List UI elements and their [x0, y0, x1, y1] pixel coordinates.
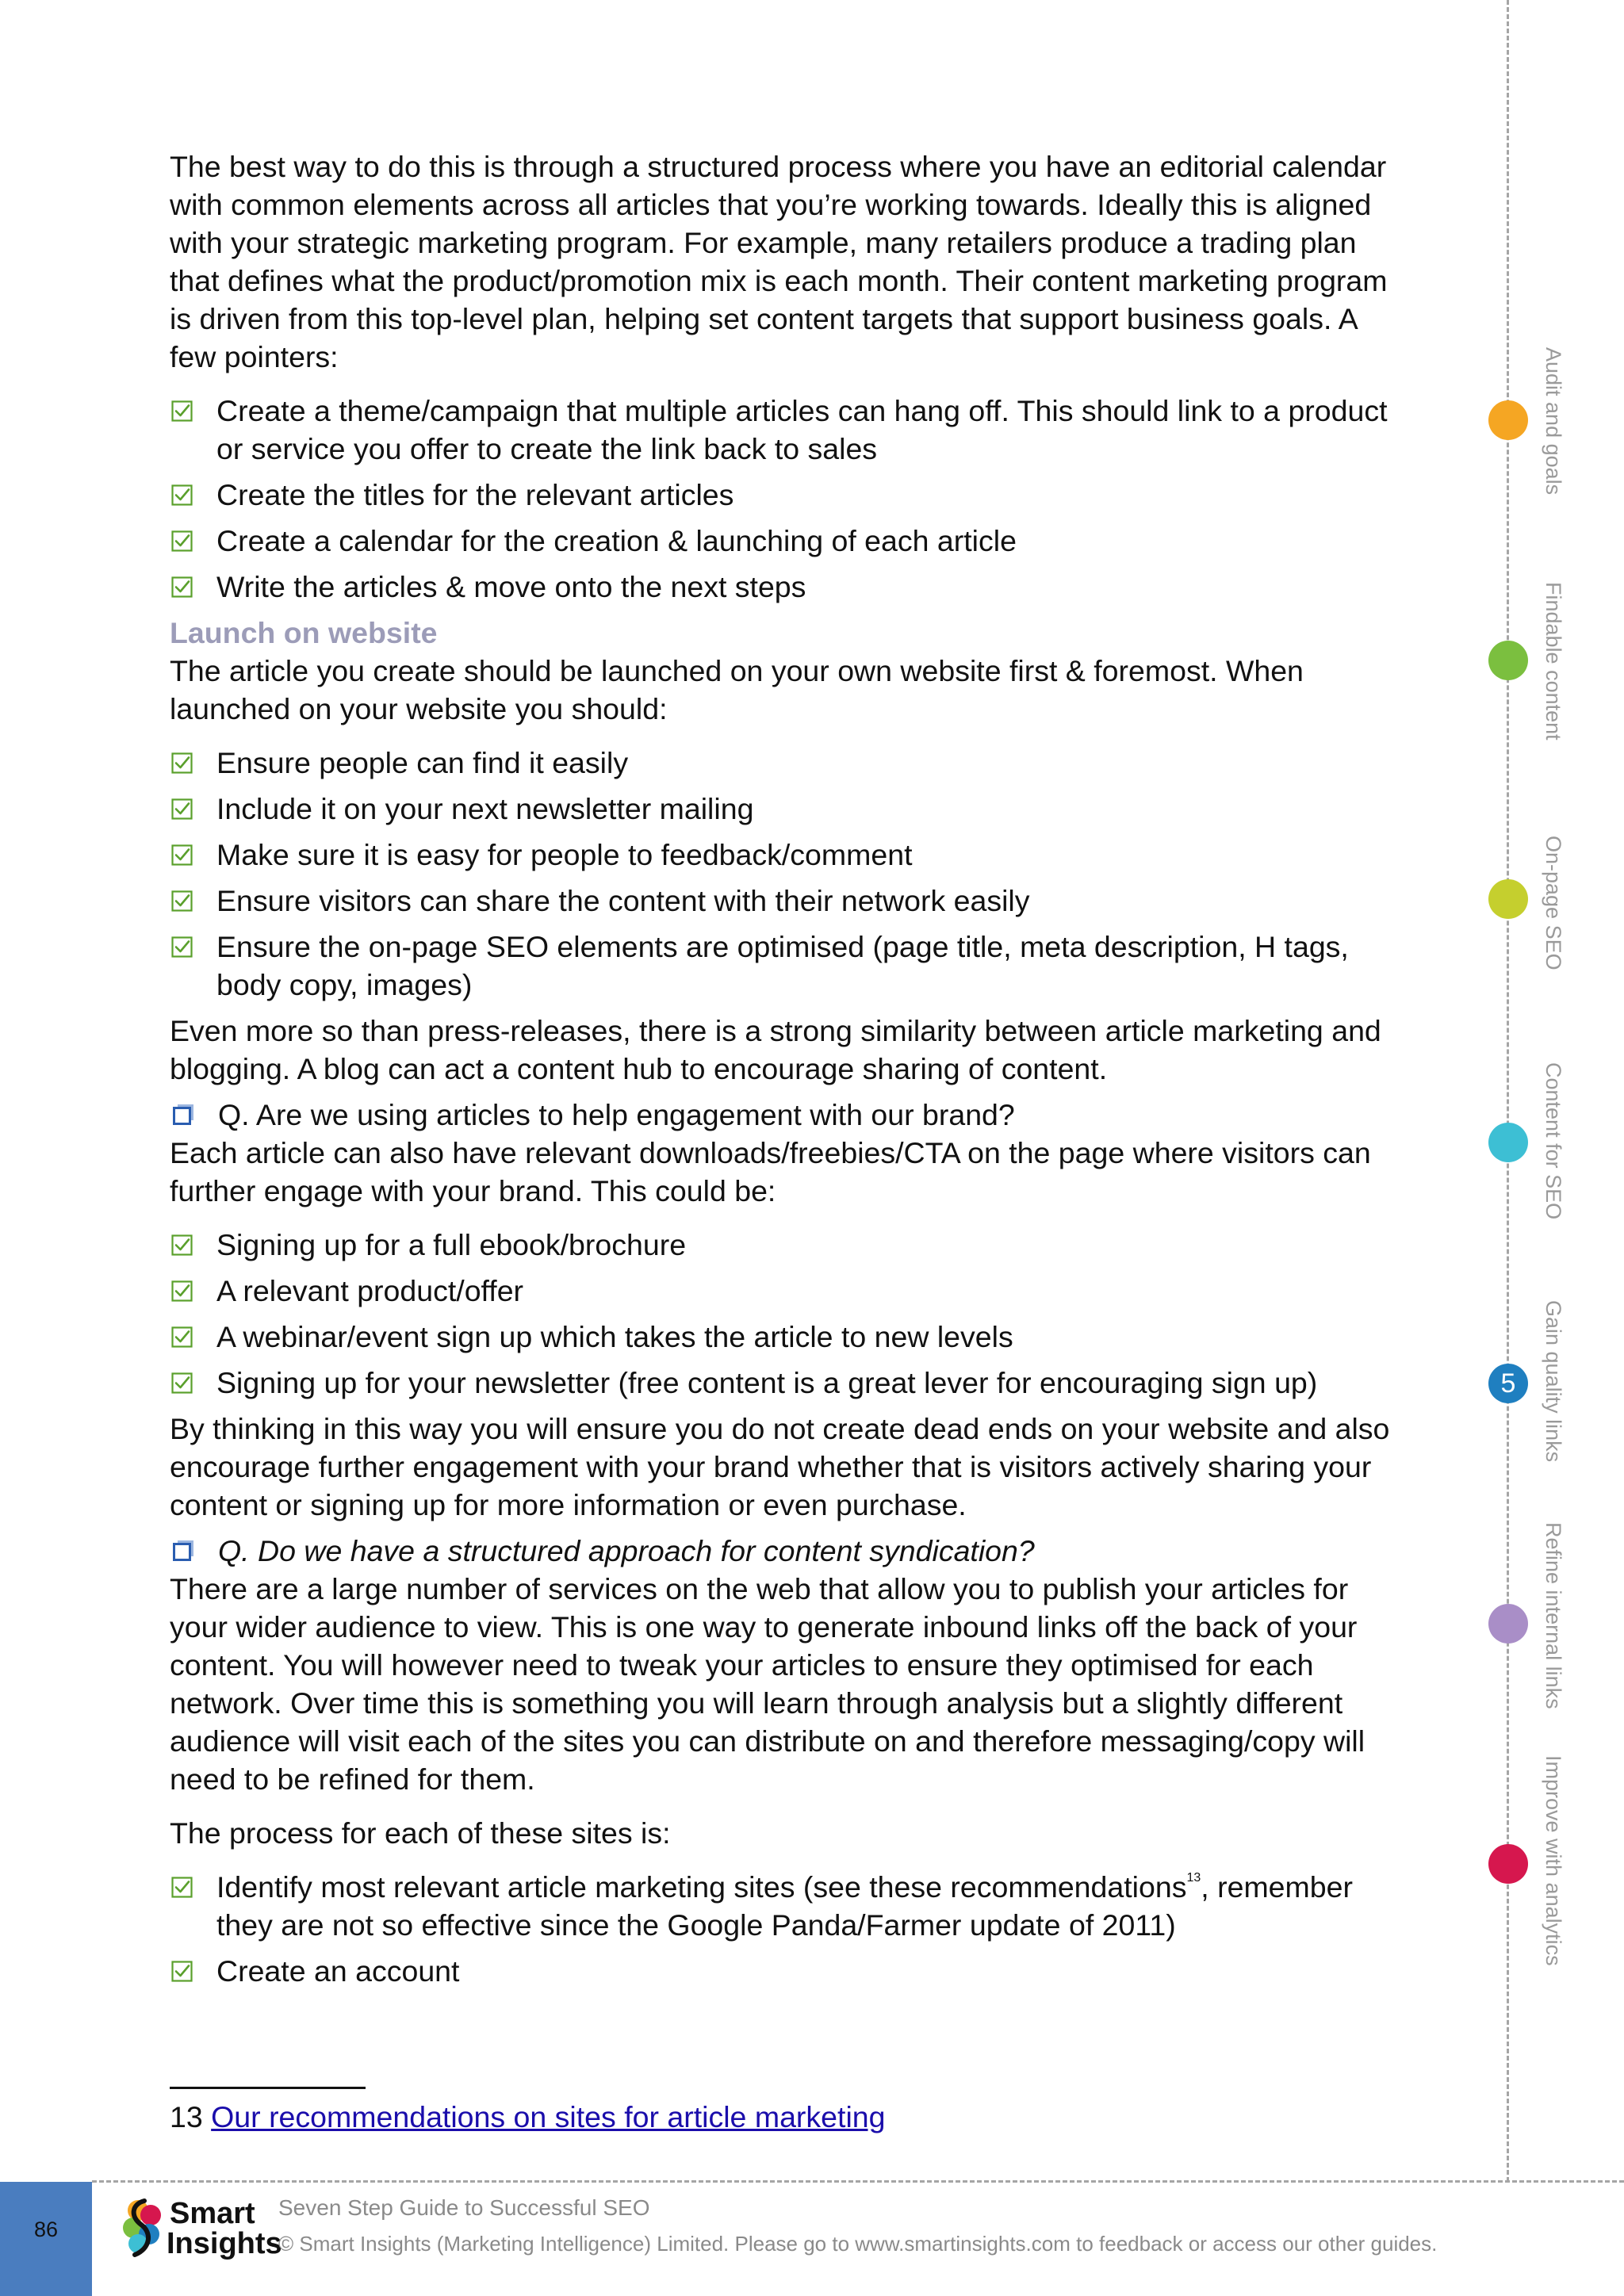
footnote-reference[interactable]: 13: [1186, 1871, 1201, 1885]
list-item: Create the titles for the relevant articles: [170, 476, 1407, 514]
list-item: A relevant product/offer: [170, 1272, 1407, 1310]
download-list: [170, 1226, 1407, 1402]
press-paragraph: Even more so than press-releases, there is a strong similarity between article marketing and blogging. A blog can act a content hub to encourage sharing of content.: [170, 1014, 1381, 1085]
checkbox-checked-icon: [171, 530, 193, 552]
list-item: Create a calendar for the creation & launching of each article: [170, 522, 1407, 560]
checkbox-checked-icon: [171, 844, 193, 866]
checkbox-checked-icon: [171, 576, 193, 598]
checkbox-checked-icon: [171, 1961, 193, 1982]
footnote-link[interactable]: Our recommendations on sites for article marketing: [211, 2100, 886, 2133]
question-syndication: Q. Do we have a structured approach for content syndication?: [170, 1532, 1407, 1570]
launch-paragraph: The article you create should be launched on your own website first & foremost. When launched on your website you should:: [170, 654, 1304, 725]
checkbox-checked-icon: [171, 484, 193, 506]
checkbox-checked-icon: [171, 752, 193, 774]
intro-paragraph: The best way to do this is through a structured process where you have an editorial calendar with common elements across all articles that you’re working towards. Ideally this is aligned with your strategic marketing program. For example, many retailers produce a trading plan that defines what the product/promotion mix is each month. Their content marketing program is driven from this top-level plan, helping set content targets that support business goals. A few pointers:: [170, 150, 1388, 373]
checkbox-checked-icon: [171, 936, 193, 958]
list-item: Include it on your next newsletter mailing: [170, 790, 1407, 828]
list-item: Ensure the on-page SEO elements are optimised (page title, meta description, H tags, body copy, images): [170, 928, 1407, 1004]
list-item: Signing up for a full ebook/brochure: [170, 1226, 1407, 1264]
checkbox-checked-icon: [171, 1877, 193, 1898]
rail-label-analytics[interactable]: Improve with analytics: [1542, 1755, 1565, 1966]
smart-insights-logo: [121, 2193, 282, 2261]
list-item: Make sure it is easy for people to feedback/comment: [170, 836, 1407, 874]
rail-label-links[interactable]: Gain quality links: [1542, 1300, 1565, 1463]
rail-label-findable[interactable]: Findable content: [1542, 582, 1565, 740]
list-item: Create an account: [170, 1952, 1407, 1990]
list-item: Identify most relevant article marketing sites (see these recommendations$^{13}$, remember they are not so effective since the Google Panda/Farmer update of 2011): [170, 1868, 1407, 1944]
step-dot-internal[interactable]: [1488, 1604, 1528, 1644]
rail-label-onpage[interactable]: On-page SEO: [1542, 836, 1565, 970]
list-item: Create a theme/campaign that multiple articles can hang off. This should link to a product or service you offer to create the link back to sales: [170, 392, 1407, 468]
question-engagement: Q. Are we using articles to help engagement with our brand?: [170, 1096, 1407, 1134]
checkbox-empty-icon: [173, 1104, 193, 1125]
checkbox-checked-icon: [171, 400, 193, 422]
pointer-list: [170, 392, 1407, 606]
checkbox-empty-icon: [173, 1540, 193, 1561]
checkbox-checked-icon: [171, 798, 193, 820]
logo-text-insights: Insights: [167, 2227, 282, 2260]
step-dot-findable[interactable]: [1488, 641, 1528, 680]
process-intro: The process for each of these sites is:: [170, 1816, 671, 1850]
rail-label-content[interactable]: Content for SEO: [1542, 1062, 1565, 1220]
list-item: A webinar/event sign up which takes the article to new levels: [170, 1318, 1407, 1356]
process-list: [170, 1868, 1407, 1990]
step-dot-analytics[interactable]: [1488, 1844, 1528, 1884]
thinking-paragraph: By thinking in this way you will ensure you do not create dead ends on your website and also encourage further engagement with your brand whether that is visitors actively sharing your content or signing up for more information or even purchase.: [170, 1412, 1390, 1521]
list-item: Ensure visitors can share the content with their network easily: [170, 882, 1407, 920]
step-dot-audit[interactable]: [1488, 400, 1528, 440]
services-paragraph: There are a large number of services on the web that allow you to publish your articles for your wider audience to view. This is one way to generate inbound links off the back of your content. You will however need to tweak your articles to ensure they optimised for each network. Over time this is something you will learn through analysis but a slightly different audience will visit each of the sites you can distribute on and therefore messaging/copy will need to be refined for them.: [170, 1572, 1365, 1796]
step-dot-onpage[interactable]: [1488, 879, 1528, 919]
checkbox-checked-icon: [171, 1372, 193, 1394]
checkbox-checked-icon: [171, 1326, 193, 1348]
logo-text-smart: Smart: [170, 2197, 255, 2230]
page-content: [170, 147, 1407, 1998]
footer-copyright: © Smart Insights (Marketing Intelligence) Limited. Please go to www.smartinsights.com to feedback or access our other guides.: [278, 2232, 1438, 2256]
page-number: 86: [33, 2218, 59, 2241]
step-dot-content[interactable]: [1488, 1123, 1528, 1162]
list-item: Ensure people can find it easily: [170, 744, 1407, 782]
rail-label-audit[interactable]: Audit and goals: [1542, 347, 1565, 496]
checkbox-checked-icon: [171, 1280, 193, 1302]
footnote-divider: [170, 2087, 366, 2089]
footnote: [170, 2098, 885, 2136]
footnote-number: 13: [170, 2100, 203, 2133]
checkbox-checked-icon: [171, 890, 193, 912]
list-item: Write the articles & move onto the next steps: [170, 568, 1407, 606]
rail-label-internal[interactable]: Refine internal links: [1542, 1522, 1565, 1709]
downloads-paragraph: Each article can also have relevant downloads/freebies/CTA on the page where visitors can further engage with your brand. This could be:: [170, 1136, 1371, 1207]
footer-title: Seven Step Guide to Successful SEO: [278, 2195, 650, 2220]
step-dot-links-current[interactable]: 5: [1488, 1364, 1528, 1403]
launch-heading: Launch on website: [170, 616, 438, 649]
list-item: Signing up for your newsletter (free content is a great lever for encouraging sign up): [170, 1364, 1407, 1402]
footer-divider: [92, 2180, 1624, 2183]
launch-list: [170, 744, 1407, 1004]
checkbox-checked-icon: [171, 1234, 193, 1256]
